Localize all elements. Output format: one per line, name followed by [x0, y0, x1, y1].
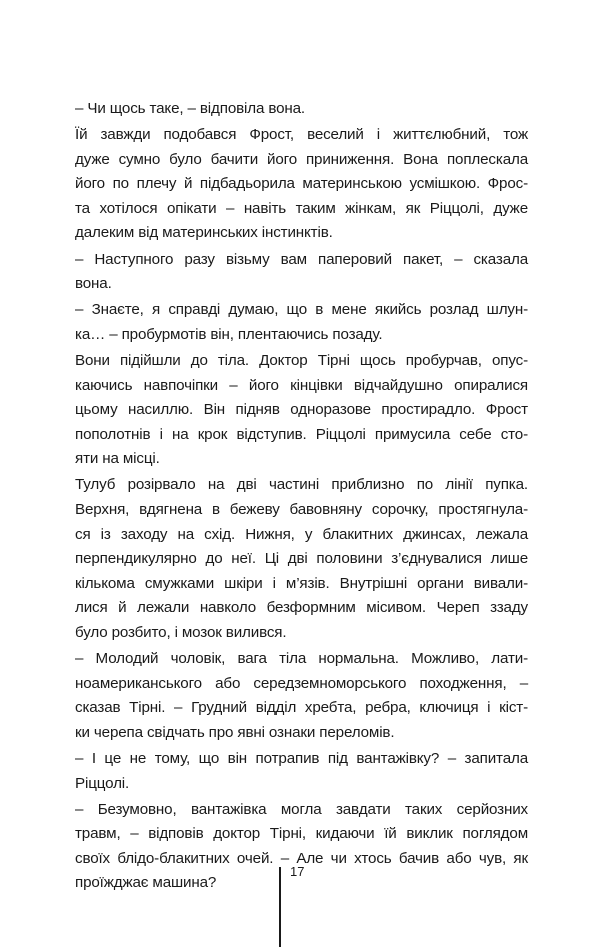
paragraph: [75, 248, 528, 297]
text-line: – Безумовно, вантажівка могла завдати таких серйозних: [75, 800, 528, 818]
text-line: ки черепа свідчать про явні ознаки переломів.: [75, 723, 395, 741]
text-line: – І це не тому, що він потрапив під вантажівку? – запитала: [75, 749, 528, 767]
text-line: ся із заходу на схід. Нижня, у блакитних джинсах, лежала: [75, 525, 528, 543]
text-line: його по плечу й підбадьорила материнською усмішкою. Фрос-: [75, 175, 528, 193]
page-number: 17: [290, 864, 305, 879]
text-line: вона.: [75, 275, 112, 293]
text-line: Ріццолі.: [75, 774, 130, 792]
text-line: далеким від материнських інстинктів.: [75, 224, 333, 242]
text-line: дуже сумно було бачити його приниження. Вона поплескала: [75, 150, 528, 168]
paragraph: [75, 123, 528, 246]
text-line: – Знаєте, я справді думаю, що в мене якийсь розлад шлун-: [75, 301, 528, 319]
text-line: кількома смужками шкіри і м’язів. Внутрішні органи вивали-: [75, 574, 528, 592]
text-line: – Чи щось таке, – відповіла вона.: [75, 100, 305, 117]
paragraph: [75, 647, 528, 745]
text-line: ноамериканського або середземноморського походження, –: [75, 674, 528, 692]
text-line: ка… – пробурмотів він, плентаючись позаду.: [75, 325, 383, 343]
text-line: своїх блідо-блакитних очей. – Але чи хтось бачив або чув, як: [75, 849, 528, 867]
paragraph: [75, 97, 528, 122]
text-line: яти на місці.: [75, 450, 160, 468]
paragraph: [75, 349, 528, 472]
text-line: та хотілося опікати – навіть таким жінкам, як Ріццолі, дуже: [75, 199, 528, 217]
paragraph: [75, 747, 528, 796]
text-line: сказав Тірні. – Грудний відділ хребта, ребра, ключиця і кіст-: [75, 699, 528, 717]
text-line: лися й лежали навколо безформним місивом. Череп ззаду: [75, 599, 528, 617]
text-line: Тулуб розірвало на дві частині приблизно по лінії пупка.: [75, 476, 528, 494]
text-line: – Молодий чоловік, вага тіла нормальна. Можливо, лати-: [75, 650, 528, 668]
paragraph: [75, 473, 528, 645]
text-line: було розбито, і мозок вилився.: [75, 623, 287, 641]
text-line: Верхня, вдягнена в бежеву бавовняну сорочку, простягнула-: [75, 501, 528, 518]
text-line: – Наступного разу візьму вам паперовий пакет, – сказала: [75, 250, 528, 268]
text-line: перпендикулярно до неї. Ці дві половини з’єднувалися лише: [75, 550, 528, 568]
text-line: цьому насиллю. Він підняв одноразове простирадло. Фрост: [75, 401, 528, 419]
text-line: травм, – відповів доктор Тірні, кидаючи їй виклик поглядом: [75, 825, 528, 843]
paragraph: [75, 298, 528, 347]
text-line: пополотнів і на крок відступив. Ріццолі примусила себе сто-: [75, 425, 528, 443]
text-line: проїжджає машина?: [75, 874, 217, 892]
paragraph: [75, 798, 528, 896]
page-number-rule: [279, 867, 281, 947]
book-text-body: [75, 97, 528, 898]
text-line: Вони підійшли до тіла. Доктор Тірні щось пробурчав, опус-: [75, 351, 528, 369]
text-line: Їй завжди подобався Фрост, веселий і життєлюбний, тож: [75, 126, 528, 144]
text-line: каючись навпочіпки – його кінцівки відчайдушно опиралися: [75, 376, 528, 394]
